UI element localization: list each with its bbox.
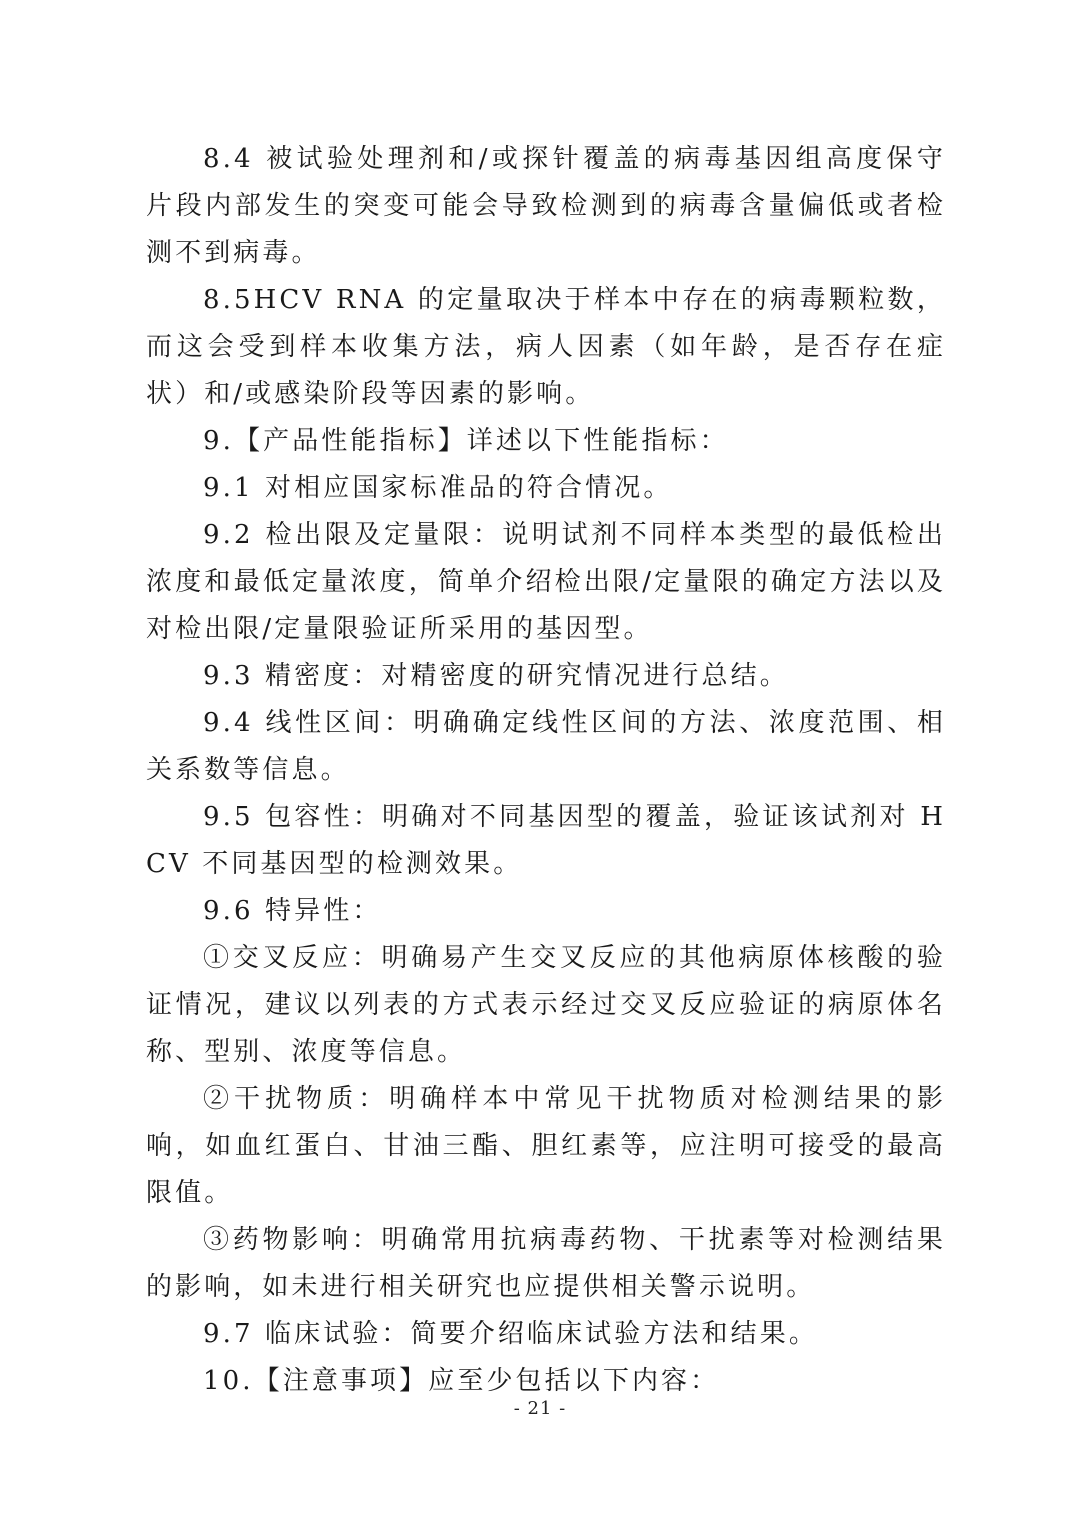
heading-10-precautions: 10.【注意事项】应至少包括以下内容： bbox=[203, 1366, 720, 1396]
paragraph-9-2: 9.2 检出限及定量限：说明试剂不同样本类型的最低检出浓度和最低定量浓度，简单介绍检出限/定量限的确定方法以及对检出限/定量限验证所采用的基因型。 bbox=[146, 520, 946, 644]
page-number: - 21 - bbox=[513, 1398, 567, 1419]
paragraph-9-3: 9.3 精密度：对精密度的研究情况进行总结。 bbox=[203, 661, 789, 691]
paragraph-9-7: 9.7 临床试验：简要介绍临床试验方法和结果。 bbox=[203, 1319, 818, 1349]
paragraph-8-5: 8.5HCV RNA 的定量取决于样本中存在的病毒颗粒数，而这会受到样本收集方法，病人因素（如年龄，是否存在症状）和/或感染阶段等因素的影响。 bbox=[146, 285, 946, 409]
paragraph-8-4: 8.4 被试验处理剂和/或探针覆盖的病毒基因组高度保守片段内部发生的突变可能会导致检测到的病毒含量偏低或者检测不到病毒。 bbox=[146, 144, 946, 268]
paragraph-9-5: 9.5 包容性：明确对不同基因型的覆盖，验证该试剂对 HCV 不同基因型的检测效果。 bbox=[146, 802, 946, 879]
paragraph-9-6-cross-reaction: ①交叉反应：明确易产生交叉反应的其他病原体核酸的验证情况，建议以列表的方式表示经过交叉反应验证的病原体名称、型别、浓度等信息。 bbox=[146, 943, 946, 1067]
paragraph-9-6: 9.6 特异性： bbox=[203, 896, 382, 926]
paragraph-9-6-interference: ②干扰物质：明确样本中常见干扰物质对检测结果的影响，如血红蛋白、甘油三酯、胆红素等，应注明可接受的最高限值。 bbox=[146, 1084, 946, 1208]
document-body bbox=[146, 136, 946, 1405]
paragraph-9-1: 9.1 对相应国家标准品的符合情况。 bbox=[203, 473, 673, 503]
paragraph-9-4: 9.4 线性区间：明确确定线性区间的方法、浓度范围、相关系数等信息。 bbox=[146, 708, 946, 785]
heading-9-performance-indicators: 9.【产品性能指标】详述以下性能指标： bbox=[203, 426, 729, 456]
paragraph-9-6-drug-effects: ③药物影响：明确常用抗病毒药物、干扰素等对检测结果的影响，如未进行相关研究也应提供相关警示说明。 bbox=[146, 1225, 946, 1302]
